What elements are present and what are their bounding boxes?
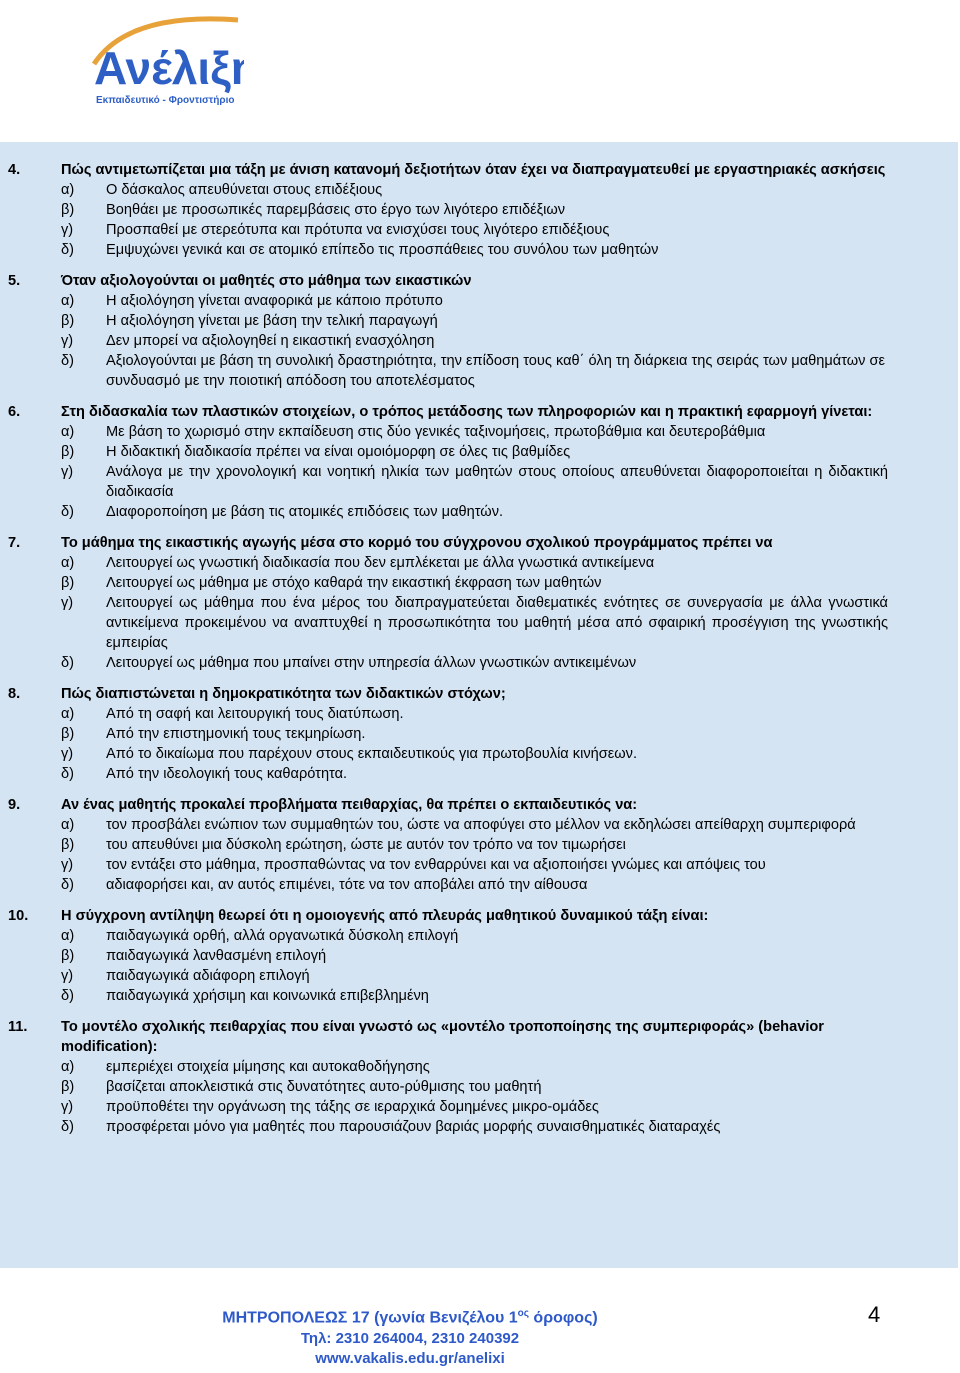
answer-option bbox=[61, 1117, 888, 1137]
question-text: Πώς αντιμετωπίζεται μια τάξη με άνιση κατανομή δεξιοτήτων όταν έχει να διαπραγματευθεί με εργαστηριακές ασκήσεις bbox=[61, 162, 886, 178]
option-label: δ) bbox=[61, 877, 74, 893]
question-number: 10. bbox=[8, 908, 29, 924]
question-8 bbox=[8, 684, 888, 784]
option-text: παιδαγωγικά χρήσιμη και κοινωνικά επιβεβλημένη bbox=[106, 988, 429, 1004]
question-text: Το μάθημα της εικαστικής αγωγής μέσα στο κορμό του σύγχρονου σχολικού προγράμματος πρέπει να bbox=[61, 535, 773, 551]
option-text: Βοηθάει με προσωπικές παρεμβάσεις στο έργο των λιγότερο επιδέξιων bbox=[106, 202, 566, 218]
question-heading bbox=[8, 906, 888, 926]
option-label: α) bbox=[61, 293, 75, 309]
answer-option bbox=[61, 946, 888, 966]
option-label: δ) bbox=[61, 988, 74, 1004]
question-number: 7. bbox=[8, 535, 21, 551]
option-text: Η αξιολόγηση γίνεται αναφορικά με κάποιο πρότυπο bbox=[106, 293, 443, 309]
question-10 bbox=[8, 906, 888, 1006]
question-number: 9. bbox=[8, 797, 21, 813]
question-heading bbox=[8, 1017, 888, 1057]
answer-option bbox=[61, 926, 888, 946]
question-11 bbox=[8, 1017, 888, 1137]
question-number: 4. bbox=[8, 162, 21, 178]
option-label: β) bbox=[61, 313, 75, 329]
question-heading bbox=[8, 402, 888, 422]
answer-option bbox=[61, 593, 888, 653]
answer-option bbox=[61, 835, 888, 855]
answer-option bbox=[61, 422, 888, 442]
option-label: δ) bbox=[61, 655, 74, 671]
answer-option bbox=[61, 180, 888, 200]
question-6 bbox=[8, 402, 888, 522]
answer-option bbox=[61, 291, 888, 311]
option-text: Από την επιστημονική τους τεκμηρίωση. bbox=[106, 726, 366, 742]
option-text: Λειτουργεί ως γνωστική διαδικασία που δεν εμπλέκεται με άλλα γνωστικά αντικείμενα bbox=[106, 555, 655, 571]
option-text: Με βάση το χωρισμό στην εκπαίδευση στις δύο γενικές ταξινομήσεις, πρωτοβάθμια και δευτεροβάθμια bbox=[106, 424, 766, 440]
option-label: α) bbox=[61, 1059, 75, 1075]
answer-option bbox=[61, 724, 888, 744]
option-text: τον εντάξει στο μάθημα, προσπαθώντας να τον ενθαρρύνει και να αξιοποιήσει γνώμες και απόψεις του bbox=[106, 857, 766, 873]
question-5 bbox=[8, 271, 888, 391]
question-heading bbox=[8, 795, 888, 815]
option-label: β) bbox=[61, 948, 75, 964]
option-label: β) bbox=[61, 575, 75, 591]
logo-subtitle: Εκπαιδευτικό - Φροντιστήριο bbox=[96, 95, 235, 106]
answer-option bbox=[61, 240, 888, 260]
answer-option bbox=[61, 744, 888, 764]
option-text: παιδαγωγικά λανθασμένη επιλογή bbox=[106, 948, 327, 964]
option-label: β) bbox=[61, 726, 75, 742]
question-text: Πώς διαπιστώνεται η δημοκρατικότητα των διδακτικών στόχων; bbox=[61, 686, 506, 702]
option-text: Δεν μπορεί να αξιολογηθεί η εικαστική ενασχόληση bbox=[106, 333, 435, 349]
page-number: 4 bbox=[868, 1302, 881, 1327]
option-label: δ) bbox=[61, 242, 74, 258]
option-label: γ) bbox=[61, 857, 74, 873]
option-label: α) bbox=[61, 555, 75, 571]
option-text: Λειτουργεί ως μάθημα που ένα μέρος του διαπραγματεύεται διαθεματικές ενότητες σε συνεργασία με άλλα γνωστικά αντικείμενα προκειμένου να αναπτυχθεί η προσωπικότητα του μαθητή μέσα από σφαιρική προσέγγιση της γνωστικής εμπειρίας bbox=[106, 595, 888, 651]
option-label: δ) bbox=[61, 353, 74, 369]
answer-option bbox=[61, 220, 888, 240]
option-label: β) bbox=[61, 837, 75, 853]
question-text: Το μοντέλο σχολικής πειθαρχίας που είναι γνωστό ως «μοντέλο τροποποίησης της συμπεριφοράς» (behavior modification): bbox=[61, 1019, 824, 1055]
option-label: α) bbox=[61, 424, 75, 440]
option-label: α) bbox=[61, 928, 75, 944]
option-text: προϋποθέτει την οργάνωση της τάξης σε ιεραρχικά δομημένες μικρο-ομάδες bbox=[106, 1099, 599, 1115]
option-text: Η αξιολόγηση γίνεται με βάση την τελική παραγωγή bbox=[106, 313, 438, 329]
question-text: Η σύγχρονη αντίληψη θεωρεί ότι η ομοιογενής από πλευράς μαθητικού δυναμικού τάξη είναι: bbox=[61, 908, 709, 924]
answer-option bbox=[61, 704, 888, 724]
option-text: του απευθύνει μια δύσκολη ερώτηση, ώστε με αυτόν τον τρόπο να τον τιμωρήσει bbox=[106, 837, 626, 853]
question-4 bbox=[8, 160, 888, 260]
answer-option bbox=[61, 331, 888, 351]
option-label: α) bbox=[61, 817, 75, 833]
question-heading bbox=[8, 271, 888, 291]
question-number: 5. bbox=[8, 273, 21, 289]
option-label: γ) bbox=[61, 222, 74, 238]
footer-website: www.vakalis.edu.gr/anelixi bbox=[315, 1350, 505, 1367]
option-label: δ) bbox=[61, 1119, 74, 1135]
question-7 bbox=[8, 533, 888, 673]
option-text: Λειτουργεί ως μάθημα με στόχο καθαρά την εικαστική έκφραση των μαθητών bbox=[106, 575, 602, 591]
question-text: Αν ένας μαθητής προκαλεί προβλήματα πειθαρχίας, θα πρέπει ο εκπαιδευτικός να: bbox=[61, 797, 638, 813]
question-list bbox=[8, 160, 888, 1148]
answer-option bbox=[61, 815, 888, 835]
answer-option bbox=[61, 442, 888, 462]
question-number: 8. bbox=[8, 686, 21, 702]
question-number: 6. bbox=[8, 404, 21, 420]
answer-option bbox=[61, 311, 888, 331]
footer-address: ΜΗΤΡΟΠΟΛΕΩΣ 17 (γωνία Βενιζέλου $1^{o\varsigma}$ όροφος) bbox=[222, 1308, 598, 1327]
option-text: εμπεριέχει στοιχεία μίμησης και αυτοκαθοδήγησης bbox=[106, 1059, 430, 1075]
answer-option bbox=[61, 462, 888, 502]
answer-option bbox=[61, 200, 888, 220]
option-text: παιδαγωγικά αδιάφορη επιλογή bbox=[106, 968, 310, 984]
logo bbox=[88, 2, 244, 108]
option-label: γ) bbox=[61, 746, 74, 762]
answer-option bbox=[61, 573, 888, 593]
option-text: Ανάλογα με την χρονολογική και νοητική ηλικία των μαθητών στους οποίους απευθύνεται διαφοροποιείται η διδακτική διαδικασία bbox=[106, 464, 888, 500]
answer-option bbox=[61, 966, 888, 986]
question-heading bbox=[8, 160, 888, 180]
option-text: τον προσβάλει ενώπιον των συμμαθητών του, ώστε να αποφύγει στο μέλλον να εκδηλώσει απείθαρχη συμπεριφορά bbox=[106, 817, 856, 833]
question-text: Όταν αξιολογούνται οι μαθητές στο μάθημα των εικαστικών bbox=[61, 273, 472, 289]
question-heading bbox=[8, 533, 888, 553]
answer-option bbox=[61, 351, 888, 391]
option-text: Αξιολογούνται με βάση τη συνολική δραστηριότητα, την επίδοση τους καθ΄ όλη τη διάρκεια της σειράς των μαθημάτων σε συνδυασμό με την ποιοτική απόδοση του αποτελέσματος bbox=[106, 353, 886, 389]
question-9 bbox=[8, 795, 888, 895]
option-text: Από την ιδεολογική τους καθαρότητα. bbox=[106, 766, 348, 782]
option-text: Από τη σαφή και λειτουργική τους διατύπωση. bbox=[106, 706, 404, 722]
logo-title: Ανέλιξη bbox=[94, 42, 244, 94]
answer-option bbox=[61, 502, 888, 522]
question-heading bbox=[8, 684, 888, 704]
option-label: δ) bbox=[61, 504, 74, 520]
question-text: Στη διδασκαλία των πλαστικών στοιχείων, ο τρόπος μετάδοσης των πληροφοριών και η πρακτική εφαρμογή γίνεται: bbox=[61, 404, 873, 420]
option-label: α) bbox=[61, 182, 75, 198]
option-label: γ) bbox=[61, 968, 74, 984]
option-label: α) bbox=[61, 706, 75, 722]
option-label: β) bbox=[61, 202, 75, 218]
question-number: 11. bbox=[8, 1019, 28, 1035]
option-text: Από το δικαίωμα που παρέχουν στους εκπαιδευτικούς για πρωτοβουλία κινήσεων. bbox=[106, 746, 638, 762]
answer-option bbox=[61, 855, 888, 875]
answer-option bbox=[61, 653, 888, 673]
option-text: προσφέρεται μόνο για μαθητές που παρουσιάζουν βαριάς μορφής συναισθηματικές διαταραχές bbox=[106, 1119, 721, 1135]
option-text: Προσπαθεί με στερεότυπα και πρότυπα να ενισχύσει τους λιγότερο επιδέξιους bbox=[106, 222, 610, 238]
option-text: παιδαγωγικά ορθή, αλλά οργανωτικά δύσκολη επιλογή bbox=[106, 928, 459, 944]
option-label: γ) bbox=[61, 333, 74, 349]
answer-option bbox=[61, 764, 888, 784]
answer-option bbox=[61, 875, 888, 895]
option-label: β) bbox=[61, 1079, 75, 1095]
option-label: β) bbox=[61, 444, 75, 460]
answer-option bbox=[61, 1097, 888, 1117]
option-text: Η διδακτική διαδικασία πρέπει να είναι ομοιόμορφη σε όλες τις βαθμίδες bbox=[106, 444, 571, 460]
answer-option bbox=[61, 1077, 888, 1097]
answer-option bbox=[61, 986, 888, 1006]
option-text: βασίζεται αποκλειστικά στις δυνατότητες αυτο-ρύθμισης του μαθητή bbox=[106, 1079, 542, 1095]
option-label: γ) bbox=[61, 1099, 74, 1115]
option-text: Λειτουργεί ως μάθημα που μπαίνει στην υπηρεσία άλλων γνωστικών αντικειμένων bbox=[106, 655, 637, 671]
option-label: γ) bbox=[61, 464, 74, 480]
option-text: Εμψυχώνει γενικά και σε ατομικό επίπεδο τις προσπάθειες του συνόλου των μαθητών bbox=[106, 242, 659, 258]
option-label: γ) bbox=[61, 595, 74, 611]
option-text: Διαφοροποίηση με βάση τις ατομικές επιδόσεις των μαθητών. bbox=[106, 504, 504, 520]
answer-option bbox=[61, 1057, 888, 1077]
option-text: αδιαφορήσει και, αν αυτός επιμένει, τότε να τον αποβάλει από την αίθουσα bbox=[106, 877, 588, 893]
footer-phone: Τηλ: 2310 264004, 2310 240392 bbox=[300, 1330, 520, 1347]
option-label: δ) bbox=[61, 766, 74, 782]
answer-option bbox=[61, 553, 888, 573]
option-text: Ο δάσκαλος απευθύνεται στους επιδέξιους bbox=[106, 182, 383, 198]
